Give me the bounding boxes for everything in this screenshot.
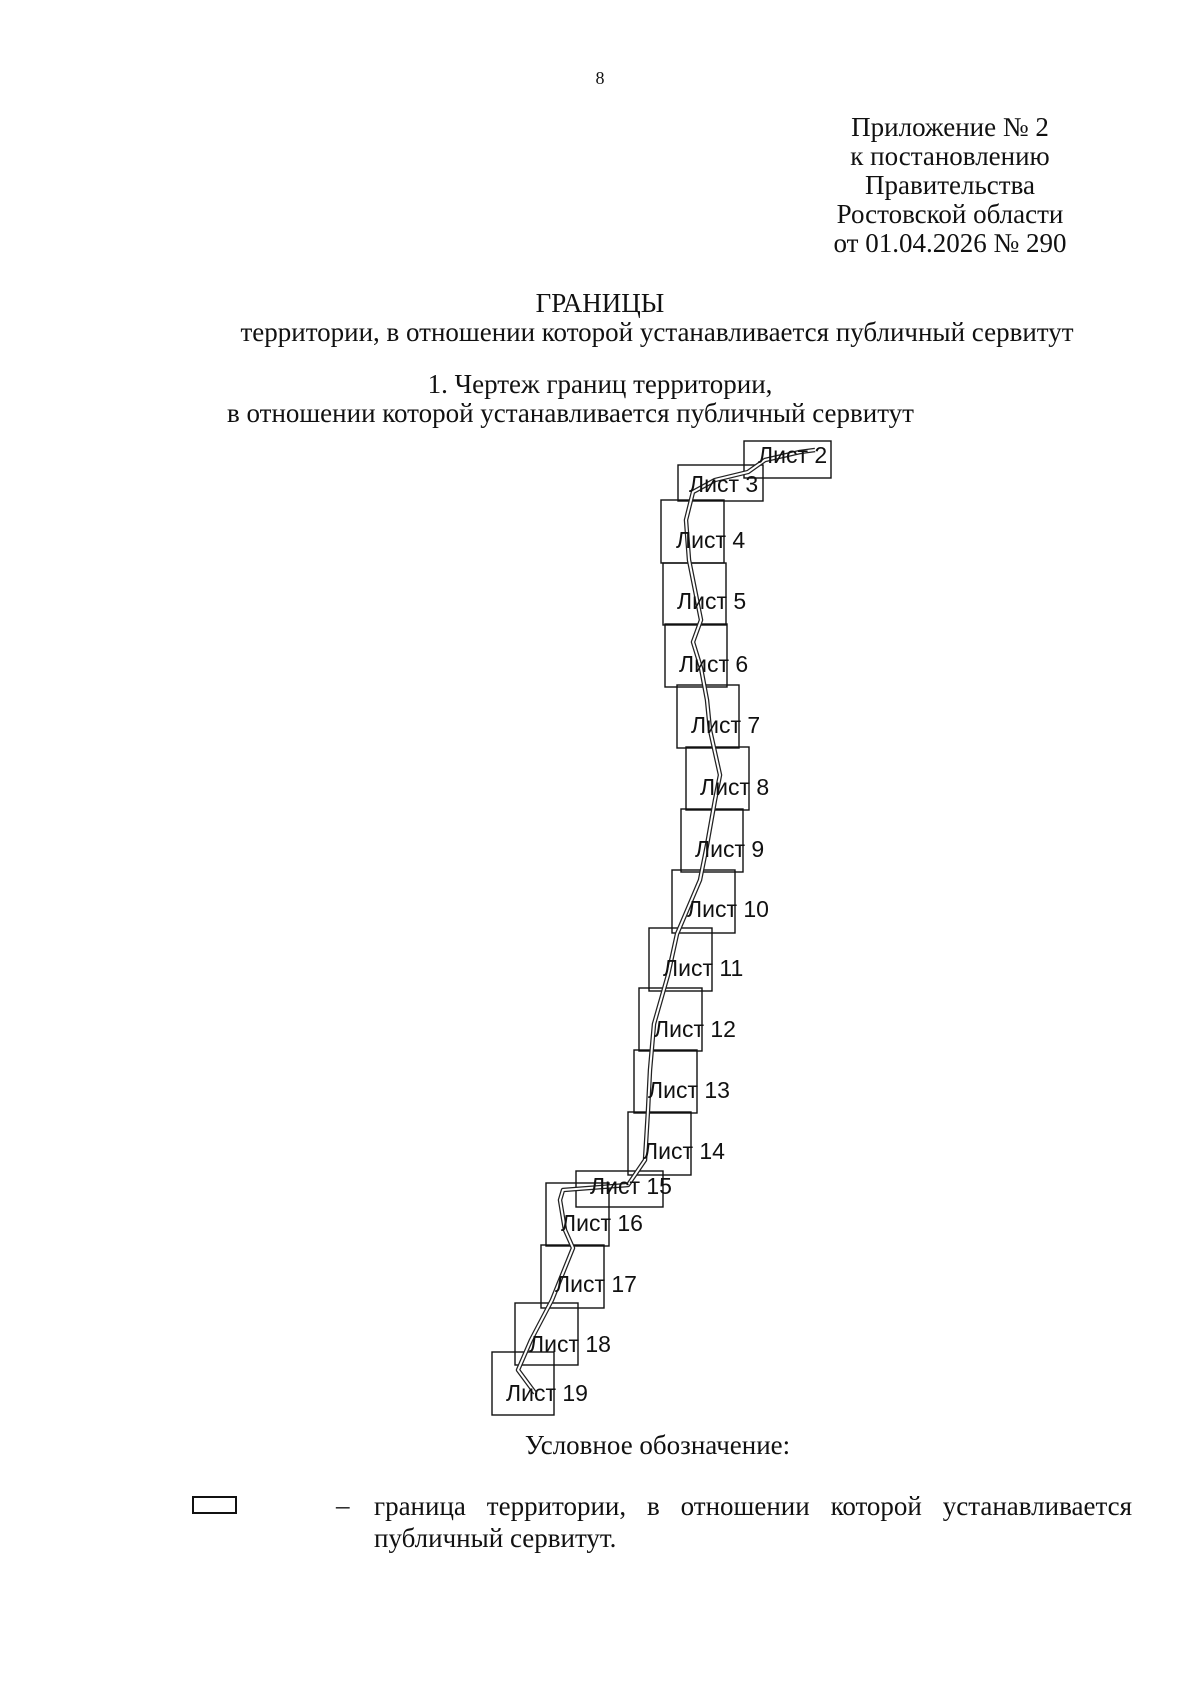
sheet-label: Лист 8 <box>700 774 770 800</box>
sheet-label: Лист 3 <box>689 471 759 497</box>
legend-boundary-symbol <box>192 1496 237 1514</box>
sheet-label: Лист 15 <box>590 1173 672 1199</box>
document-subtitle: территории, в отношении которой устанавливается публичный сервитут <box>240 317 1074 347</box>
legend-title: Условное обозначение: <box>524 1430 791 1460</box>
sheet-label: Лист 5 <box>677 588 747 614</box>
appendix-line: Ростовской области <box>836 199 1064 229</box>
sheet-label: Лист 10 <box>687 896 769 922</box>
page-number: 8 <box>595 68 605 88</box>
sheet-label: Лист 4 <box>676 527 746 553</box>
sheet-label: Лист 18 <box>529 1331 611 1357</box>
appendix-line: от 01.04.2026 № 290 <box>833 228 1067 258</box>
section-heading-line1: 1. Чертеж границ территории, <box>427 369 773 399</box>
document-title: ГРАНИЦЫ <box>535 288 665 318</box>
legend-dash: – <box>336 1490 350 1520</box>
servitude-boundary <box>518 450 815 1393</box>
legend-description: граница территории, в отношении которой устанавливается публичный сервитут. <box>374 1491 1132 1553</box>
sheet-label: Лист 9 <box>695 836 765 862</box>
sheet-label: Лист 13 <box>648 1077 730 1103</box>
sheet-label: Лист 14 <box>643 1138 725 1164</box>
sheet-label: Лист 6 <box>679 651 749 677</box>
sheet-label: Лист 16 <box>561 1210 643 1236</box>
sheet-label: Лист 11 <box>663 955 744 981</box>
sheet-label: Лист 19 <box>506 1380 588 1406</box>
appendix-line: Правительства <box>865 170 1035 200</box>
appendix-line: к постановлению <box>850 141 1050 171</box>
sheet-label: Лист 17 <box>555 1271 637 1297</box>
sheet-label: Лист 2 <box>758 442 828 468</box>
appendix-line: Приложение № 2 <box>851 112 1049 142</box>
sheet-label: Лист 7 <box>691 712 761 738</box>
sheet-label: Лист 12 <box>654 1016 736 1042</box>
section-heading-line2: в отношении которой устанавливается публичный сервитут <box>227 398 914 428</box>
